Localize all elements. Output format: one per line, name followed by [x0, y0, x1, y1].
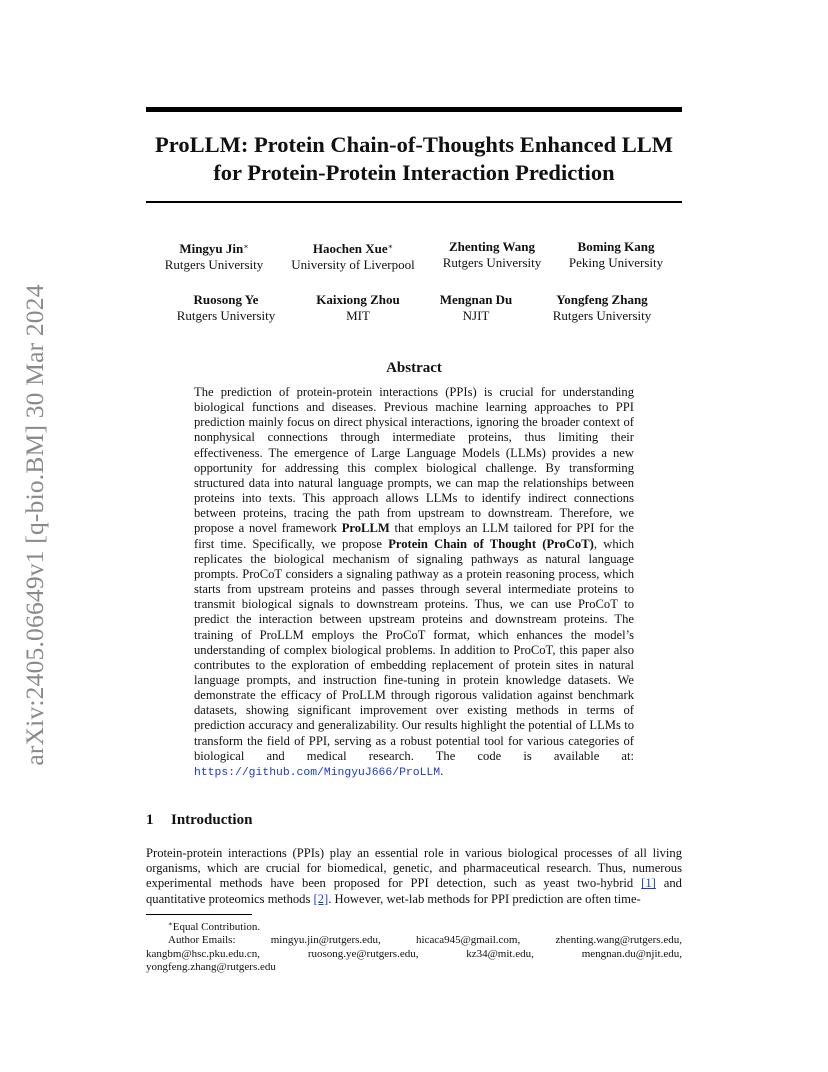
abstract-text: . — [440, 763, 444, 778]
section-number: 1 — [146, 812, 154, 828]
author-affiliation: MIT — [346, 307, 370, 323]
title-line-1: ProLLM: Protein Chain-of-Thoughts Enhanced LLM — [155, 132, 673, 157]
author-name: Yongfeng Zhang — [556, 292, 648, 307]
intro-text: and quantitative proteomics methods — [146, 876, 682, 906]
title-bottom-rule — [146, 201, 682, 203]
author-email: ruosong.ye@rutgers.edu, — [307, 947, 419, 960]
author-email: zhenting.wang@rutgers.edu, — [555, 934, 682, 947]
abstract-text: , which replicates the biological mechanism of signaling pathways as natural language prompts. ProCoT considers a signaling pathway as a protein reasoning process, which starts from upstream proteins and passes through several intermediate proteins to transmit biological signals to downstream proteins. Thus, we can use ProCoT to predict the interaction between upstream proteins and downstream proteins. The training of ProLLM employs the ProCoT format, which enhances the model’s understanding of complex biological problems. In addition to ProCoT, this paper also contributes to the exploration of embedding replacement of protein sites in natural language prompts, and instruction fine-tuning in protein knowledge datasets. We demonstrate the efficacy of ProLLM through rigorous validation against benchmark datasets, showing significant improvement over existing methods in terms of prediction accuracy and generalizability. Our results highlight the potential of LLMs to transform the field of PPI, serving as a robust potential tool for various categories of biological and medical research. The code is available at: — [194, 536, 635, 763]
author-affiliation: NJIT — [462, 307, 490, 323]
author-email: mingyu.jin@rutgers.edu, — [270, 934, 381, 947]
footnote — [146, 918, 682, 975]
abstract-body — [194, 385, 634, 781]
citation-link[interactable]: [2] — [313, 891, 329, 906]
abstract-heading: Abstract — [386, 360, 442, 376]
author-affiliation: Rutgers University — [552, 307, 652, 323]
code-repository-link[interactable]: https://github.com/MingyuJ666/ProLLM — [194, 766, 441, 779]
author-block — [144, 239, 284, 272]
intro-text: . However, wet-lab methods for PPI prediction are often time- — [328, 891, 641, 906]
abstract-text: The prediction of protein-protein interactions (PPIs) is crucial for understanding biological functions and diseases. Previous machine learning approaches to PPI prediction mainly focus on direct physical interactions, ignoring the broader context of nonphysical connections through intermediate proteins, thus limiting their effectiveness. The emergence of Large Language Models (LLMs) provides a new opportunity for addressing this complex biological challenge. By transforming structured data into natural language prompts, we can map the relationships between proteins into texts. This approach allows LLMs to identify indirect connections between proteins, tracing the path from upstream to downstream. Therefore, we propose a novel framework — [194, 385, 634, 536]
section-heading-introduction — [146, 812, 252, 829]
author-affiliation: Peking University — [568, 254, 664, 270]
author-email: yongfeng.zhang@rutgers.edu — [146, 961, 276, 974]
intro-text: Protein-protein interactions (PPIs) play an essential role in various biological processes of all living organisms, which are crucial for biomedical, genetic, and pharmaceutical research. Thus, numerous experimental methods have been proposed for PPI detection, such as yeast two-hybrid — [146, 846, 682, 891]
title-top-rule — [146, 107, 682, 112]
section-title: Introduction — [171, 812, 253, 828]
author-mark: ∗ — [243, 242, 249, 251]
author-name: Haochen Xue — [312, 241, 388, 256]
arxiv-side-stamp: arXiv:2405.06649v1 [q-bio.BM] 30 Mar 2024 — [20, 284, 49, 766]
author-block — [532, 292, 672, 323]
author-name: Kaixiong Zhou — [316, 292, 400, 307]
abstract-text: that employs an LLM tailored for PPI for the first time. Specifically, we propose — [194, 521, 634, 551]
author-block — [422, 239, 562, 270]
footnote-label: Author Emails: — [168, 934, 236, 947]
author-affiliation: University of Liverpool — [291, 256, 415, 272]
author-email: kangbm@hsc.pku.edu.cn, — [146, 947, 260, 960]
citation-link[interactable]: [1] — [641, 876, 656, 891]
abstract-bold-prollm: ProLLM — [341, 521, 390, 536]
introduction-body — [146, 846, 682, 907]
author-affiliation: Rutgers University — [176, 307, 276, 323]
author-block — [283, 239, 423, 272]
paper-title — [146, 131, 682, 187]
footnote-rule — [146, 914, 252, 915]
author-mark: ∗ — [387, 242, 394, 251]
author-name: Ruosong Ye — [193, 292, 259, 307]
author-name: Mingyu Jin — [179, 241, 244, 256]
title-line-2: for Protein-Protein Interaction Prediction — [213, 160, 615, 185]
author-block — [406, 292, 546, 323]
abstract-bold-procot: Protein Chain of Thought (ProCoT) — [388, 536, 594, 551]
author-email: mengnan.du@njit.edu, — [581, 947, 682, 960]
author-email: hicaca945@gmail.com, — [416, 934, 521, 947]
author-affiliation: Rutgers University — [164, 256, 264, 272]
footnote-mark: ∗ — [168, 920, 173, 928]
author-block — [156, 292, 296, 323]
author-name: Boming Kang — [577, 239, 655, 254]
author-block — [546, 239, 686, 270]
footnote-equal-contribution: Equal Contribution. — [172, 921, 261, 933]
author-email: kz34@mit.edu, — [466, 947, 534, 960]
author-name: Zhenting Wang — [448, 239, 536, 254]
author-name: Mengnan Du — [439, 292, 513, 307]
author-affiliation: Rutgers University — [442, 254, 542, 270]
